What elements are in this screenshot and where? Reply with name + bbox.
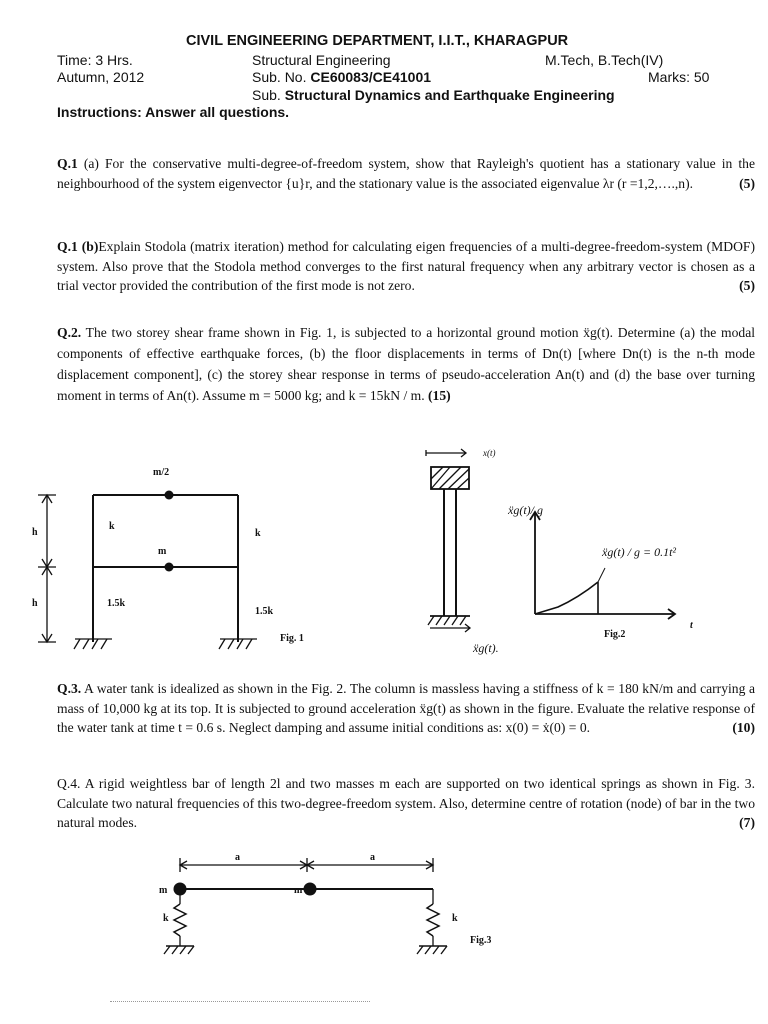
figure-1-shear-frame bbox=[30, 455, 350, 665]
question-label: Q.2. bbox=[57, 325, 82, 340]
question-text: A water tank is idealized as shown in the Fig. 2. The column is massless having a stiffness of k = 180 kN/m and carrying a mass of 10,000 kg at its top. It is subjected to ground acceleration ẍg(t) as shown in the figure. Evaluate the relative response of the water tank at time t = 0.6 s. Neglect damping and assume initial conditions as: x(0) = ẋ(0) = 0. bbox=[57, 681, 756, 735]
total-marks: Marks: 50 bbox=[648, 69, 710, 85]
stiffness-upper-right: k bbox=[255, 528, 261, 539]
middle-mass-dot bbox=[304, 883, 317, 896]
stiffness-upper-left: k bbox=[109, 521, 115, 532]
stiffness-lower-right: 1.5k bbox=[255, 606, 274, 617]
program-name: Structural Engineering bbox=[252, 52, 391, 68]
figure-3-caption: Fig.3 bbox=[470, 935, 492, 946]
left-spring-label: k bbox=[163, 913, 169, 924]
scan-noise bbox=[110, 1001, 370, 1002]
graph-y-label: ẍg(t)/ g bbox=[508, 503, 543, 517]
question-marks: (5) bbox=[739, 175, 755, 191]
question-label: Q.4. bbox=[57, 776, 81, 791]
question-4 bbox=[57, 774, 755, 833]
subject-number-label: Sub. No. bbox=[252, 69, 307, 85]
question-text: For the conservative multi-degree-of-freedom system, show that Rayleigh's quotient has a stationary value in the neighbourhood of the system eigenvector {u}r, and the stationary value is the associated eigenvalue λr (r =1,2,….,n). bbox=[57, 156, 755, 191]
top-mass-label: m/2 bbox=[153, 467, 170, 478]
subject-value: Structural Dynamics and Earthquake Engineering bbox=[284, 87, 615, 103]
figure-3-rigid-bar bbox=[150, 848, 500, 963]
question-1a bbox=[57, 154, 755, 193]
subject-number bbox=[252, 69, 431, 85]
degree-name: M.Tech, B.Tech(IV) bbox=[545, 52, 664, 68]
exam-session: Autumn, 2012 bbox=[57, 69, 145, 85]
left-mass-dot bbox=[174, 883, 187, 896]
left-mass-label: m bbox=[159, 885, 168, 896]
question-marks: (10) bbox=[732, 720, 755, 735]
question-2 bbox=[57, 322, 755, 406]
question-marks: (5) bbox=[739, 278, 755, 293]
stiffness-lower-left: 1.5k bbox=[107, 598, 126, 609]
subject-label: Sub. bbox=[252, 87, 281, 103]
question-label: Q.1 bbox=[57, 239, 78, 254]
subject-number-value: CE60083/CE41001 bbox=[310, 69, 432, 85]
question-3 bbox=[57, 679, 755, 738]
question-part: (b) bbox=[81, 239, 99, 254]
figure-2-water-tank bbox=[410, 440, 740, 665]
subject-name bbox=[252, 87, 615, 103]
question-text: Explain Stodola (matrix iteration) method for calculating eigen frequencies of a multi-degree-freedom-system (MDOF) system. Also prove that the Stodola method converges to the first natural frequency when any arbitrary vector is chosen as a trial vector provided the contribution of the first mode is not zero. bbox=[57, 239, 755, 293]
question-label: Q.3. bbox=[57, 681, 82, 696]
graph-t-label: t bbox=[690, 620, 693, 631]
top-mass-dot bbox=[165, 491, 174, 500]
ground-acceleration-label: ẍg(t). bbox=[473, 641, 499, 655]
displacement-label: x(t) bbox=[483, 448, 496, 458]
span-left-label: a bbox=[235, 852, 240, 863]
height-upper: h bbox=[32, 527, 38, 538]
question-label: Q.1 bbox=[57, 156, 78, 171]
department-title: CIVIL ENGINEERING DEPARTMENT, I.I.T., KHARAGPUR bbox=[186, 33, 569, 49]
right-spring-label: k bbox=[452, 913, 458, 924]
mid-mass-label: m bbox=[158, 546, 167, 557]
figure-2-caption: Fig.2 bbox=[604, 629, 626, 640]
graph-curve-label: ẍg(t) / g = 0.1t² bbox=[602, 545, 677, 559]
question-marks: (15) bbox=[428, 388, 451, 403]
figure-1-caption: Fig. 1 bbox=[280, 633, 304, 644]
question-marks: (7) bbox=[739, 815, 755, 830]
question-text: The two storey shear frame shown in Fig. 1, is subjected to a horizontal ground motion ẍg(t). Determine (a) the modal components of effective earthquake forces, (b) the floor displacements in terms of Dn(t) [where Dn(t) is the n-th mode displacement component], (c) the storey shear response in terms of pseudo-acceleration An(t) and (d) the base over turning moment in terms of An(t). Assume m = 5000 kg; and k = 15kN / m. bbox=[57, 325, 756, 403]
height-lower: h bbox=[32, 598, 38, 609]
question-1b bbox=[57, 237, 755, 296]
instructions: Instructions: Answer all questions. bbox=[57, 104, 290, 120]
question-text: A rigid weightless bar of length 2l and two masses m each are supported on two identical springs as shown in Fig. 3. Calculate two natural frequencies of this two-degree-freedom system. Also, determine centre of rotation (node) of bar in the two natural modes. bbox=[57, 776, 755, 830]
middle-mass-label: m bbox=[294, 885, 303, 896]
exam-time: Time: 3 Hrs. bbox=[57, 52, 133, 68]
span-right-label: a bbox=[370, 852, 375, 863]
mid-mass-dot bbox=[165, 563, 174, 572]
question-part: (a) bbox=[83, 156, 99, 171]
